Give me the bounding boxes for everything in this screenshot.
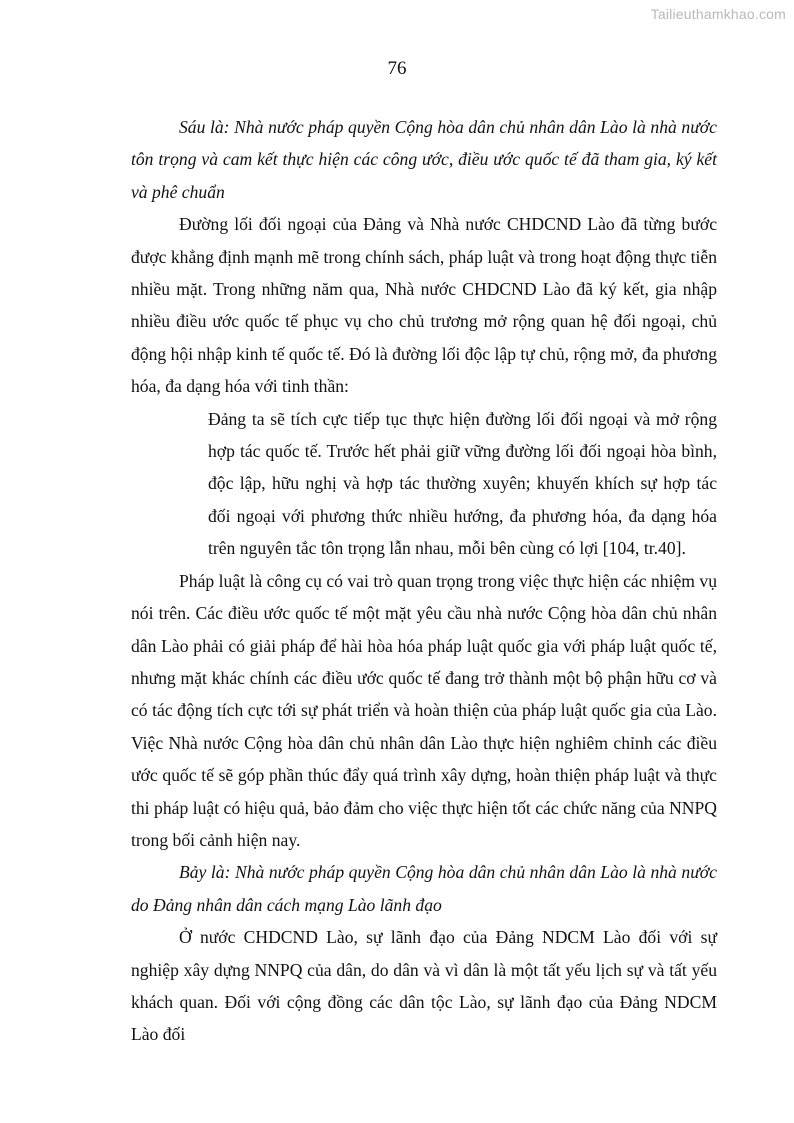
paragraph-foreign-policy: Đường lối đối ngoại của Đảng và Nhà nước CHDCND Lào đã từng bước được khẳng định mạnh mẽ trong chính sách, pháp luật và trong hoạt động thực tiễn nhiều mặt. Trong những năm qua, Nhà nước CHDCND Lào đã ký kết, gia nhập nhiều điều ước quốc tế phục vụ cho chủ trương mở rộng quan hệ đối ngoại, chủ động hội nhập kinh tế quốc tế. Đó là đường lối độc lập tự chủ, rộng mở, đa phương hóa, đa dạng hóa với tinh thần: — [131, 214, 717, 397]
paragraph-law-role: Pháp luật là công cụ có vai trò quan trọng trong việc thực hiện các nhiệm vụ nói trên. Các điều ước quốc tế một mặt yêu cầu nhà nước Cộng hòa dân chủ nhân dân Lào phải có giải pháp để hài hòa hóa pháp luật quốc gia với pháp luật quốc tế, nhưng mặt khác chính các điều ước quốc tế đang trở thành một bộ phận hữu cơ và có tác động tích cực tới sự phát triển và hoàn thiện của pháp luật quốc gia của Lào. Việc Nhà nước Cộng hòa dân chủ nhân dân Lào thực hiện nghiêm chỉnh các điều ước quốc tế sẽ góp phần thúc đẩy quá trình xây dựng, hoàn thiện pháp luật và thực thi pháp luật có hiệu quả, bảo đảm cho việc thực hiện tốt các chức năng của NNPQ trong bối cảnh hiện nay. — [131, 570, 717, 850]
paragraph-principle-six: Sáu là: Nhà nước pháp quyền Cộng hòa dân chủ nhân dân Lào là nhà nước tôn trọng và cam kết thực hiện các công ước, điều ước quốc tế đã tham gia, ký kết và phê chuẩn — [131, 117, 717, 202]
paragraph-party-leadership: Ở nước CHDCND Lào, sự lãnh đạo của Đảng NDCM Lào đối với sự nghiệp xây dựng NNPQ của dân, do dân và vì dân là một tất yếu lịch sự và tất yếu khách quan. Đối với cộng đồng các dân tộc Lào, sự lãnh đạo của Đảng NDCM Lào đối — [131, 927, 717, 1045]
page-number: 76 — [387, 58, 407, 79]
paragraph-principle-seven: Bảy là: Nhà nước pháp quyền Cộng hòa dân chủ nhân dân Lào là nhà nước do Đảng nhân dân cách mạng Lào lãnh đạo — [131, 862, 717, 915]
block-quote: Đảng ta sẽ tích cực tiếp tục thực hiện đường lối đối ngoại và mở rộng hợp tác quốc tế. Trước hết phải giữ vững đường lối đối ngoại hòa bình, độc lập, hữu nghị và hợp tác thường xuyên; khuyến khích sự hợp tác đối ngoại với phương thức nhiều hướng, đa phương hóa, đa dạng hóa trên nguyên tắc tôn trọng lẫn nhau, mỗi bên cùng có lợi [104, tr.40]. — [208, 408, 717, 559]
watermark: Tailieuthamkhao.com — [650, 6, 786, 22]
document-body — [131, 111, 717, 1051]
